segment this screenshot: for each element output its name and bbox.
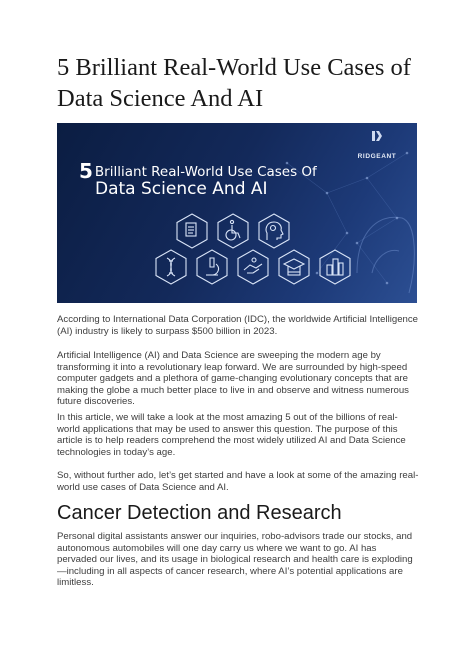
paragraph-cancer-detection: Personal digital assistants answer our inquiries, robo-advisors trade our stocks, and autonomous automobiles will one day carry us where we want to go. AI has pervaded our lives, and its usage in biological research and health care is exploding—including in all aspects of cancer research, where AI’s potential applications are limitless.	[57, 531, 413, 588]
paragraph-ai-intro: Artificial Intelligence (AI) and Data Science are sweeping the modern age by transforming it into a revolutionary leap forward. We are surrounded by high-speed computer gadgets and a plethora of game-changing evolutionary concepts that are making the globe a much better place to live in and observe and witness numerous future discoveries.	[57, 350, 409, 407]
banner-headline-line2: Data Science And AI	[95, 179, 268, 199]
document-icon	[177, 214, 207, 248]
brain-head-icon	[259, 214, 289, 248]
hero-banner	[57, 123, 417, 303]
banner-headline-number: 5	[79, 159, 93, 183]
document-title: 5 Brilliant Real-World Use Cases of Data Science And AI	[57, 54, 411, 112]
section-heading-cancer: Cancer Detection and Research	[57, 502, 342, 524]
banner-headline-text: Brilliant Real-World Use Cases Of	[94, 164, 317, 180]
paragraph-idc-stat: According to International Data Corporation (IDC), the worldwide Artificial Intelligence (AI) industry is likely to surpass $500 billion in 2023.	[57, 314, 419, 337]
dna-icon	[156, 250, 186, 284]
paragraph-article-purpose: In this article, we will take a look at the most amazing 5 out of the billions of real-world applications that may be used to answer this question. The purpose of this article is to help readers comprehend the most widely utilized AI and Data Science technologies in today’s age.	[57, 412, 406, 458]
paragraph-get-started: So, without further ado, let’s get started and have a look at some of the amazing real-world use cases of Data Science and AI.	[57, 470, 419, 493]
ridgeant-logo-icon	[370, 129, 384, 143]
brand-name: RIDGEANT	[357, 153, 397, 160]
microscope-icon	[197, 250, 227, 284]
wheelchair-icon	[218, 214, 248, 248]
brand-logo	[347, 129, 407, 163]
city-buildings-icon	[320, 250, 350, 284]
handshake-icon	[238, 250, 268, 284]
graduation-cap-icon	[279, 250, 309, 284]
